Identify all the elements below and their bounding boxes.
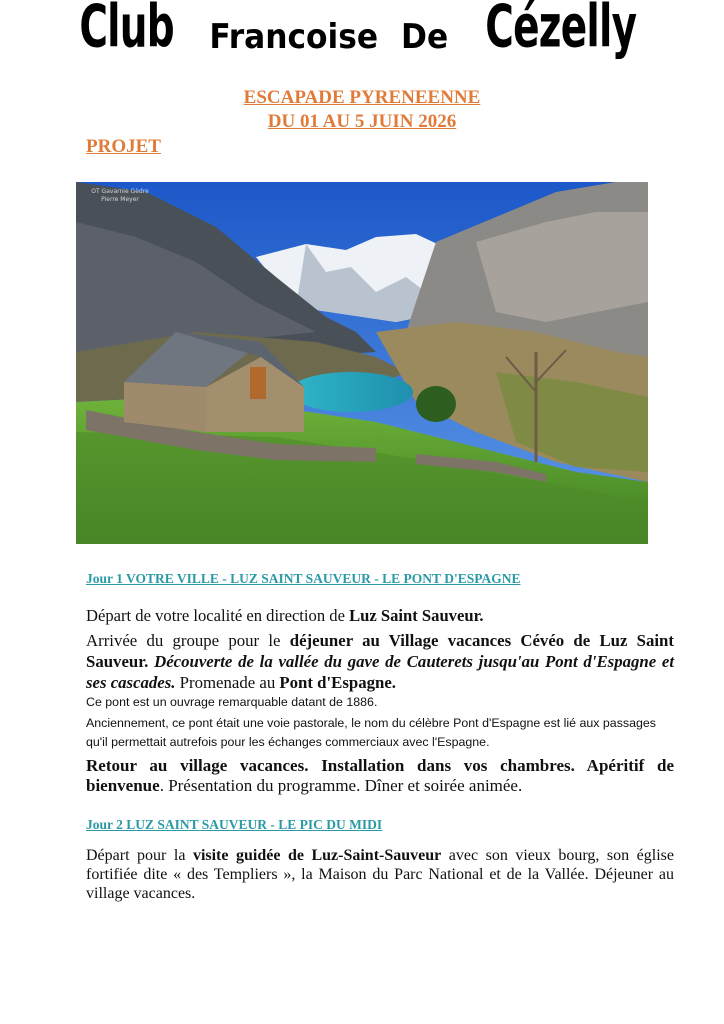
subtitle-line-2: DU 01 AU 5 JUIN 2026	[267, 111, 457, 132]
club-title	[0, 0, 724, 61]
title-word-de: De	[400, 17, 449, 57]
subtitle-line-1: ESCAPADE PYRENEENNE	[243, 87, 481, 108]
day-1-paragraph-3: Retour au village vacances. Installation dans vos chambres. Apéritif de bienvenue. Présentation du programme. Dîner et soirée animée.	[86, 756, 674, 795]
title-word-club: Club	[79, 0, 175, 61]
day-1-paragraph-1: Départ de votre localité en direction de Luz Saint Sauveur.	[86, 606, 484, 625]
day-2-heading: Jour 2 LUZ SAINT SAUVEUR - LE PIC DU MIDI	[86, 817, 383, 832]
mountain-landscape-photo	[76, 182, 648, 544]
day-2-paragraph-1: Départ pour la visite guidée de Luz-Saint-Sauveur avec son vieux bourg, son église fortifiée dite « des Templiers », la Maison du Parc National et de la Vallée. Déjeuner au village vacances.	[86, 847, 674, 902]
day-1-bridge-history: Anciennement, ce pont était une voie pastorale, le nom du célèbre Pont d'Espagne est lié aux passages qu'il permettait autrefois pour les échanges commerciaux avec l'Espagne.	[86, 716, 656, 749]
day-1-heading: Jour 1 VOTRE VILLE - LUZ SAINT SAUVEUR - LE PONT D'ESPAGNE	[86, 571, 521, 586]
title-word-cezelly: Cézelly	[485, 0, 637, 61]
section-label-projet: PROJET	[86, 136, 161, 157]
title-word-francoise: Francoise	[208, 17, 378, 57]
photo-credit: OT Gavarnie Gèdre Pierre Meyer	[91, 188, 149, 203]
day-1-paragraph-2: Arrivée du groupe pour le déjeuner au Village vacances Cévéo de Luz Saint Sauveur. Découverte de la vallée du gave de Cauterets jusqu'au Pont d'Espagne et ses cascades. Promenade au Pont d'Espagne.	[86, 631, 674, 692]
day-1-bridge-note: Ce pont est un ouvrage remarquable datant de 1886.	[86, 695, 378, 709]
